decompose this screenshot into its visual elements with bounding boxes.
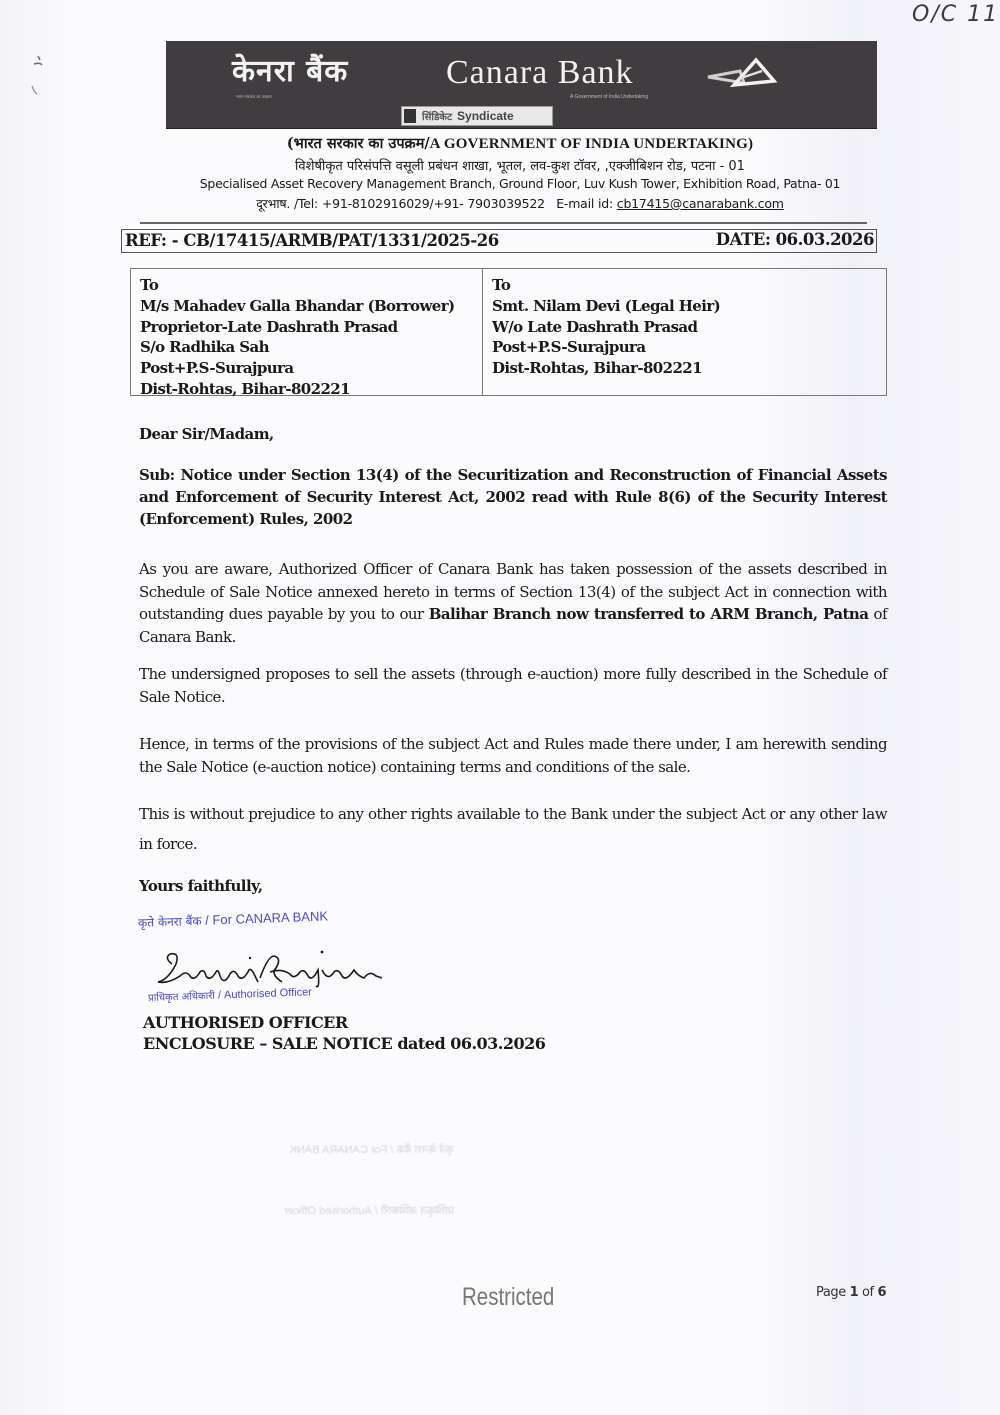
- stamp-hindi: प्राधिकृत अधिकारी: [147, 990, 216, 1004]
- bleed-through-line: कृते केनरा बैंक / For CANARA BANK: [289, 1144, 454, 1156]
- subject-line: Sub: Notice under Section 13(4) of the Securitization and Reconstruction of Financial Assets and Enforcement of Security Interest Act, 2002 read with Rule 8(6) of the Security Interest (Enforcement) Rules, 2002: [139, 466, 887, 528]
- page-mid: of: [858, 1285, 878, 1300]
- paragraph-possession: [139, 558, 887, 648]
- branch-name-bold: Balihar Branch now transferred to ARM Branch, Patna: [428, 605, 869, 623]
- bank-name-hindi: केनरा बैंक: [232, 54, 349, 89]
- recipient-line: Proprietor-Late Dashrath Prasad: [140, 317, 398, 336]
- stamp-english: / Authorised Officer: [214, 986, 313, 1002]
- bleed-through-line: प्राधिकृत अधिकारी / Authorised Officer: [283, 1205, 454, 1217]
- header-divider: [140, 222, 867, 224]
- paragraph-sale-proposal: The undersigned proposes to sell the assets (through e-auction) more fully described in the Schedule of Sale Notice.: [139, 665, 887, 706]
- undertaking-hindi: (भारत सरकार का उपक्रम/: [286, 135, 430, 152]
- margin-scribble-icon: [28, 52, 48, 102]
- paragraph-sale-notice: Hence, in terms of the provisions of the subject Act and Rules made there under, I am herewith sending the Sale Notice (e-auction notice) containing terms and conditions of the sale.: [139, 735, 887, 776]
- canara-bank-logo-icon: [704, 57, 784, 93]
- salutation: Dear Sir/Madam,: [139, 425, 274, 443]
- syndicate-badge: [401, 106, 553, 126]
- stamp-english: / For CANARA BANK: [201, 908, 329, 928]
- recipient-line: Post+P.S-Surajpura: [140, 359, 294, 378]
- recipient-line: Dist-Rohtas, Bihar-802221: [492, 359, 702, 378]
- classification-label: Restricted: [462, 1283, 555, 1311]
- recipient-line: To: [140, 276, 159, 294]
- undertaking-english: A GOVERNMENT OF INDIA UNDERTAKING): [429, 136, 754, 152]
- recipient-line: To: [492, 276, 511, 294]
- handwritten-file-mark: O/C 11: [912, 2, 1000, 27]
- branch-address-hindi: विशेषीकृत परिसंपत्ति वसूली प्रबंधन शाखा, भूतल, लव-कुश टॉवर, ,एक्जीबिशन रोड, पटना - 01: [295, 159, 745, 174]
- closing: Yours faithfully,: [139, 877, 263, 895]
- bank-tagline-english: A Government of India Undertaking: [570, 94, 649, 100]
- recipient-line: S/o Radhika Sah: [140, 338, 269, 357]
- page-current: 1: [849, 1285, 859, 1300]
- letter-date: DATE: 06.03.2026: [715, 230, 874, 249]
- paragraph-text: of Canara Bank.: [139, 605, 887, 646]
- page-number: [816, 1285, 886, 1300]
- officer-block: [143, 1012, 545, 1054]
- recipient-line: Post+P.S-Surajpura: [492, 338, 646, 357]
- contact-line: [100, 195, 940, 212]
- syndicate-english: Syndicate: [457, 109, 514, 123]
- stamp-hindi: कृते केनरा बैंक: [137, 913, 202, 930]
- enclosure-line: ENCLOSURE – SALE NOTICE dated 06.03.2026: [143, 1034, 546, 1053]
- recipient-legal-heir: [483, 269, 886, 395]
- telephone: दूरभाष. /Tel: +91-8102916029/+91- 7903039522: [256, 196, 545, 211]
- bank-name-english: Canara Bank: [446, 54, 634, 91]
- paragraph-without-prejudice: This is without prejudice to any other rights available to the Bank under the subject Act or any other law in force.: [139, 805, 887, 853]
- recipient-line: Dist-Rohtas, Bihar-802221: [140, 379, 350, 398]
- recipient-line: Smt. Nilam Devi (Legal Heir): [492, 296, 721, 315]
- email-label: E-mail id:: [556, 196, 613, 211]
- bank-tagline-hindi: भारत सरकार का उपक्रम: [236, 94, 272, 99]
- recipient-borrower: [131, 269, 483, 398]
- reference-number: REF: - CB/17415/ARMB/PAT/1331/2025-26: [125, 231, 499, 250]
- page-total: 6: [877, 1285, 887, 1300]
- recipient-line: M/s Mahadev Galla Bhandar (Borrower): [140, 296, 455, 315]
- syndicate-logo-icon: [404, 109, 416, 123]
- recipients-table: [130, 268, 887, 396]
- syndicate-hindi: सिंडिकेट: [422, 112, 453, 123]
- letterhead-banner: [166, 41, 877, 128]
- email-link[interactable]: cb17415@canarabank.com: [616, 196, 784, 211]
- paragraph-text: As you are aware, Authorized Officer of Canara Bank has taken possession of the assets described in Schedule of Sale Notice annexed hereto in terms of Section 13(4) of the subject Act in connection with outstanding dues payable by you to our: [139, 560, 887, 623]
- recipient-line: W/o Late Dashrath Prasad: [492, 317, 698, 336]
- reference-box: [121, 229, 877, 253]
- branch-address-english: Specialised Asset Recovery Management Branch, Ground Floor, Luv Kush Tower, Exhibition Road, Patna- 01: [199, 176, 841, 191]
- bleed-through-stamp: [214, 1142, 454, 1218]
- officer-title: AUTHORISED OFFICER: [143, 1013, 348, 1032]
- undertaking-line: [100, 133, 940, 153]
- page-prefix: Page: [816, 1285, 850, 1300]
